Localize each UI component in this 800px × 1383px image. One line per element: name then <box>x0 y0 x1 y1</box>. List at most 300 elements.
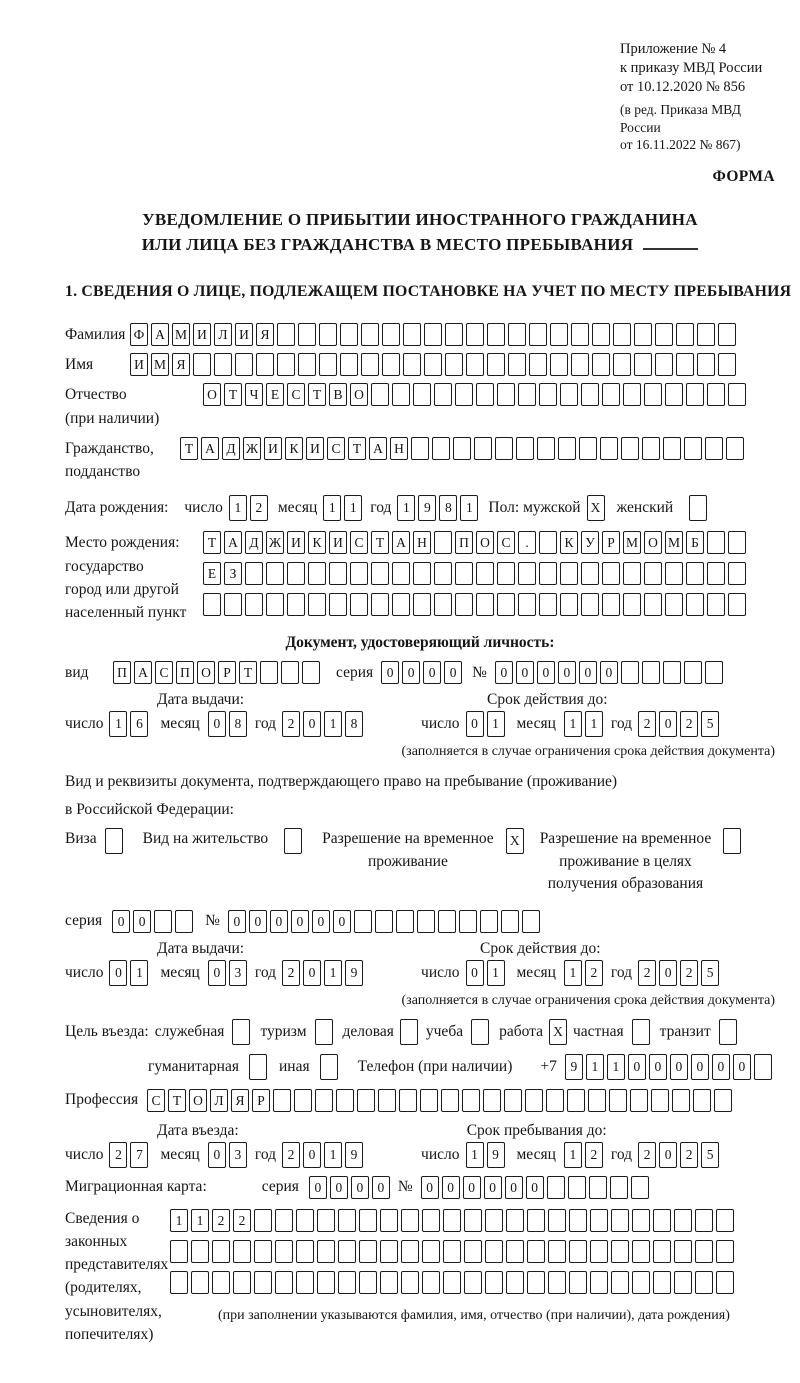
char-cell[interactable] <box>632 1240 650 1263</box>
char-cell[interactable] <box>590 1209 608 1232</box>
char-cell[interactable] <box>294 1089 312 1112</box>
char-cell[interactable] <box>212 1240 230 1263</box>
char-cell[interactable]: 1 <box>586 1054 604 1080</box>
char-cell[interactable]: 0 <box>691 1054 709 1080</box>
char-cell[interactable] <box>754 1054 772 1080</box>
char-cell[interactable] <box>320 1054 338 1080</box>
char-cell[interactable]: 2 <box>638 1142 656 1168</box>
char-cell[interactable] <box>170 1240 188 1263</box>
char-cell[interactable] <box>550 353 568 376</box>
char-cell[interactable] <box>471 1019 489 1045</box>
identity-issue-year-cells[interactable] <box>282 711 363 737</box>
doc-number-cells[interactable] <box>495 661 723 684</box>
residence-number-cells[interactable] <box>228 910 540 933</box>
stay-year-cells[interactable] <box>638 1142 719 1168</box>
char-cell[interactable] <box>504 1089 522 1112</box>
char-cell[interactable] <box>284 828 302 854</box>
char-cell[interactable]: 9 <box>345 1142 363 1168</box>
char-cell[interactable]: 2 <box>250 495 268 521</box>
char-cell[interactable]: Я <box>256 323 274 346</box>
char-cell[interactable]: 1 <box>397 495 415 521</box>
char-cell[interactable] <box>568 1176 586 1199</box>
char-cell[interactable]: А <box>392 531 410 554</box>
char-cell[interactable]: И <box>306 437 324 460</box>
char-cell[interactable] <box>464 1271 482 1294</box>
char-cell[interactable] <box>728 383 746 406</box>
char-cell[interactable]: Ф <box>130 323 148 346</box>
char-cell[interactable]: 0 <box>484 1176 502 1199</box>
purpose-study-checkbox[interactable] <box>471 1019 489 1045</box>
char-cell[interactable] <box>485 1209 503 1232</box>
sex-male-checkbox[interactable] <box>587 495 605 521</box>
char-cell[interactable]: 0 <box>423 661 441 684</box>
char-cell[interactable]: 0 <box>659 960 677 986</box>
char-cell[interactable] <box>338 1209 356 1232</box>
char-cell[interactable] <box>569 1271 587 1294</box>
purpose-humanitarian-checkbox[interactable] <box>249 1054 267 1080</box>
char-cell[interactable] <box>329 562 347 585</box>
char-cell[interactable]: 1 <box>564 1142 582 1168</box>
char-cell[interactable]: 0 <box>270 910 288 933</box>
char-cell[interactable]: 0 <box>133 910 151 933</box>
char-cell[interactable] <box>610 1176 628 1199</box>
char-cell[interactable] <box>579 437 597 460</box>
char-cell[interactable] <box>518 593 536 616</box>
char-cell[interactable] <box>443 1209 461 1232</box>
char-cell[interactable]: 0 <box>228 910 246 933</box>
char-cell[interactable] <box>623 593 641 616</box>
char-cell[interactable] <box>371 562 389 585</box>
char-cell[interactable]: С <box>155 661 173 684</box>
char-cell[interactable] <box>483 1089 501 1112</box>
char-cell[interactable] <box>518 562 536 585</box>
char-cell[interactable]: З <box>224 562 242 585</box>
representatives-cells-row3[interactable] <box>170 1271 734 1294</box>
char-cell[interactable] <box>719 1019 737 1045</box>
char-cell[interactable] <box>588 1089 606 1112</box>
char-cell[interactable] <box>651 1089 669 1112</box>
char-cell[interactable] <box>539 562 557 585</box>
char-cell[interactable] <box>361 353 379 376</box>
char-cell[interactable] <box>631 1176 649 1199</box>
char-cell[interactable]: В <box>329 383 347 406</box>
char-cell[interactable] <box>480 910 498 933</box>
char-cell[interactable] <box>665 562 683 585</box>
char-cell[interactable]: О <box>189 1089 207 1112</box>
char-cell[interactable]: Т <box>239 661 257 684</box>
char-cell[interactable] <box>308 562 326 585</box>
char-cell[interactable]: 7 <box>130 1142 148 1168</box>
char-cell[interactable] <box>525 1089 543 1112</box>
char-cell[interactable] <box>287 593 305 616</box>
char-cell[interactable]: М <box>665 531 683 554</box>
char-cell[interactable]: К <box>308 531 326 554</box>
char-cell[interactable] <box>214 353 232 376</box>
char-cell[interactable] <box>464 1209 482 1232</box>
char-cell[interactable] <box>655 353 673 376</box>
char-cell[interactable]: 5 <box>701 960 719 986</box>
char-cell[interactable] <box>462 1089 480 1112</box>
char-cell[interactable] <box>232 1019 250 1045</box>
char-cell[interactable]: 0 <box>649 1054 667 1080</box>
char-cell[interactable]: 0 <box>558 661 576 684</box>
char-cell[interactable]: 2 <box>282 1142 300 1168</box>
char-cell[interactable]: Л <box>210 1089 228 1112</box>
char-cell[interactable] <box>539 531 557 554</box>
char-cell[interactable]: 1 <box>585 711 603 737</box>
char-cell[interactable]: У <box>581 531 599 554</box>
char-cell[interactable] <box>613 353 631 376</box>
char-cell[interactable] <box>459 910 477 933</box>
char-cell[interactable]: О <box>644 531 662 554</box>
char-cell[interactable]: 0 <box>372 1176 390 1199</box>
char-cell[interactable]: 2 <box>638 960 656 986</box>
char-cell[interactable]: 0 <box>659 711 677 737</box>
identity-issue-month-cells[interactable] <box>208 711 247 737</box>
char-cell[interactable] <box>445 353 463 376</box>
char-cell[interactable] <box>632 1209 650 1232</box>
char-cell[interactable] <box>298 353 316 376</box>
birth-year-cells[interactable] <box>397 495 478 521</box>
char-cell[interactable]: П <box>113 661 131 684</box>
char-cell[interactable] <box>497 383 515 406</box>
purpose-private-checkbox[interactable] <box>632 1019 650 1045</box>
char-cell[interactable] <box>560 593 578 616</box>
birth-place-cells-row2[interactable] <box>203 562 746 585</box>
char-cell[interactable]: 1 <box>229 495 247 521</box>
char-cell[interactable] <box>382 323 400 346</box>
char-cell[interactable] <box>508 323 526 346</box>
char-cell[interactable] <box>567 1089 585 1112</box>
char-cell[interactable]: 0 <box>208 1142 226 1168</box>
representatives-cells-row1[interactable] <box>170 1209 734 1232</box>
char-cell[interactable] <box>547 1176 565 1199</box>
char-cell[interactable] <box>644 562 662 585</box>
char-cell[interactable] <box>359 1209 377 1232</box>
char-cell[interactable] <box>424 353 442 376</box>
entry-year-cells[interactable] <box>282 1142 363 1168</box>
char-cell[interactable]: 9 <box>345 960 363 986</box>
char-cell[interactable] <box>193 353 211 376</box>
char-cell[interactable]: Р <box>602 531 620 554</box>
char-cell[interactable]: О <box>476 531 494 554</box>
char-cell[interactable] <box>644 593 662 616</box>
char-cell[interactable]: Н <box>413 531 431 554</box>
char-cell[interactable]: Я <box>231 1089 249 1112</box>
char-cell[interactable]: М <box>623 531 641 554</box>
purpose-transit-checkbox[interactable] <box>719 1019 737 1045</box>
residence-valid-day-cells[interactable] <box>466 960 505 986</box>
char-cell[interactable]: С <box>350 531 368 554</box>
char-cell[interactable]: 1 <box>170 1209 188 1232</box>
char-cell[interactable] <box>516 437 534 460</box>
char-cell[interactable] <box>632 1271 650 1294</box>
char-cell[interactable]: 1 <box>191 1209 209 1232</box>
char-cell[interactable]: 0 <box>303 960 321 986</box>
char-cell[interactable] <box>623 383 641 406</box>
char-cell[interactable]: И <box>130 353 148 376</box>
char-cell[interactable] <box>581 562 599 585</box>
char-cell[interactable] <box>417 910 435 933</box>
char-cell[interactable]: X <box>506 828 524 854</box>
char-cell[interactable] <box>422 1209 440 1232</box>
char-cell[interactable] <box>665 383 683 406</box>
char-cell[interactable]: . <box>518 531 536 554</box>
residence-issue-year-cells[interactable] <box>282 960 363 986</box>
char-cell[interactable] <box>653 1240 671 1263</box>
char-cell[interactable]: Т <box>308 383 326 406</box>
char-cell[interactable] <box>432 437 450 460</box>
char-cell[interactable] <box>634 353 652 376</box>
char-cell[interactable] <box>634 323 652 346</box>
char-cell[interactable] <box>716 1209 734 1232</box>
char-cell[interactable]: О <box>350 383 368 406</box>
char-cell[interactable] <box>663 437 681 460</box>
char-cell[interactable] <box>518 383 536 406</box>
char-cell[interactable] <box>340 353 358 376</box>
profession-cells[interactable] <box>147 1089 732 1112</box>
char-cell[interactable] <box>726 437 744 460</box>
char-cell[interactable] <box>529 353 547 376</box>
char-cell[interactable] <box>569 1240 587 1263</box>
stay-month-cells[interactable] <box>564 1142 603 1168</box>
char-cell[interactable]: 1 <box>607 1054 625 1080</box>
char-cell[interactable] <box>380 1271 398 1294</box>
char-cell[interactable] <box>424 323 442 346</box>
char-cell[interactable] <box>401 1240 419 1263</box>
char-cell[interactable] <box>728 593 746 616</box>
char-cell[interactable]: 2 <box>212 1209 230 1232</box>
char-cell[interactable] <box>527 1209 545 1232</box>
birth-day-cells[interactable] <box>229 495 268 521</box>
char-cell[interactable]: Ж <box>243 437 261 460</box>
char-cell[interactable] <box>558 437 576 460</box>
char-cell[interactable] <box>403 323 421 346</box>
char-cell[interactable] <box>350 562 368 585</box>
birth-place-cells-row1[interactable] <box>203 531 746 554</box>
char-cell[interactable] <box>548 1271 566 1294</box>
char-cell[interactable] <box>501 910 519 933</box>
char-cell[interactable]: 0 <box>537 661 555 684</box>
char-cell[interactable]: 1 <box>564 711 582 737</box>
char-cell[interactable] <box>487 353 505 376</box>
char-cell[interactable]: 0 <box>444 661 462 684</box>
char-cell[interactable] <box>569 1209 587 1232</box>
char-cell[interactable] <box>723 828 741 854</box>
char-cell[interactable]: 2 <box>282 960 300 986</box>
char-cell[interactable]: Т <box>180 437 198 460</box>
char-cell[interactable]: 0 <box>579 661 597 684</box>
char-cell[interactable] <box>674 1240 692 1263</box>
char-cell[interactable]: 0 <box>442 1176 460 1199</box>
char-cell[interactable] <box>716 1271 734 1294</box>
char-cell[interactable]: 0 <box>402 661 420 684</box>
char-cell[interactable] <box>443 1240 461 1263</box>
char-cell[interactable] <box>707 383 725 406</box>
char-cell[interactable] <box>495 437 513 460</box>
char-cell[interactable]: Ч <box>245 383 263 406</box>
char-cell[interactable] <box>441 1089 459 1112</box>
char-cell[interactable]: 2 <box>638 711 656 737</box>
char-cell[interactable] <box>707 531 725 554</box>
char-cell[interactable]: 0 <box>249 910 267 933</box>
char-cell[interactable]: 5 <box>701 711 719 737</box>
patronymic-cells[interactable] <box>203 383 746 406</box>
purpose-business-checkbox[interactable] <box>400 1019 418 1045</box>
char-cell[interactable] <box>380 1209 398 1232</box>
char-cell[interactable]: О <box>197 661 215 684</box>
char-cell[interactable]: 0 <box>495 661 513 684</box>
char-cell[interactable] <box>718 353 736 376</box>
char-cell[interactable] <box>413 593 431 616</box>
char-cell[interactable] <box>233 1271 251 1294</box>
char-cell[interactable] <box>317 1209 335 1232</box>
char-cell[interactable] <box>401 1271 419 1294</box>
char-cell[interactable] <box>371 593 389 616</box>
char-cell[interactable] <box>245 562 263 585</box>
char-cell[interactable]: 3 <box>229 960 247 986</box>
char-cell[interactable]: 8 <box>439 495 457 521</box>
char-cell[interactable]: 9 <box>487 1142 505 1168</box>
char-cell[interactable] <box>235 353 253 376</box>
char-cell[interactable] <box>728 562 746 585</box>
char-cell[interactable] <box>707 562 725 585</box>
char-cell[interactable] <box>170 1271 188 1294</box>
char-cell[interactable] <box>621 661 639 684</box>
char-cell[interactable] <box>296 1209 314 1232</box>
char-cell[interactable]: Т <box>348 437 366 460</box>
char-cell[interactable]: 0 <box>526 1176 544 1199</box>
char-cell[interactable] <box>728 531 746 554</box>
char-cell[interactable] <box>697 323 715 346</box>
char-cell[interactable] <box>317 1240 335 1263</box>
char-cell[interactable] <box>581 383 599 406</box>
char-cell[interactable] <box>476 383 494 406</box>
char-cell[interactable] <box>539 383 557 406</box>
purpose-work-checkbox[interactable] <box>549 1019 567 1045</box>
char-cell[interactable] <box>336 1089 354 1112</box>
char-cell[interactable]: 2 <box>680 1142 698 1168</box>
char-cell[interactable] <box>254 1209 272 1232</box>
residence-valid-month-cells[interactable] <box>564 960 603 986</box>
char-cell[interactable] <box>571 353 589 376</box>
char-cell[interactable] <box>644 383 662 406</box>
char-cell[interactable] <box>676 353 694 376</box>
char-cell[interactable]: С <box>287 383 305 406</box>
char-cell[interactable] <box>548 1240 566 1263</box>
char-cell[interactable] <box>497 593 515 616</box>
entry-day-cells[interactable] <box>109 1142 148 1168</box>
char-cell[interactable]: 0 <box>112 910 130 933</box>
char-cell[interactable] <box>403 353 421 376</box>
char-cell[interactable]: 0 <box>466 960 484 986</box>
char-cell[interactable] <box>375 910 393 933</box>
char-cell[interactable]: К <box>560 531 578 554</box>
birth-month-cells[interactable] <box>323 495 362 521</box>
char-cell[interactable]: 0 <box>505 1176 523 1199</box>
char-cell[interactable]: Т <box>224 383 242 406</box>
char-cell[interactable]: 9 <box>418 495 436 521</box>
char-cell[interactable]: 1 <box>564 960 582 986</box>
char-cell[interactable] <box>663 661 681 684</box>
char-cell[interactable]: 0 <box>733 1054 751 1080</box>
birth-place-cells-row3[interactable] <box>203 593 746 616</box>
char-cell[interactable] <box>382 353 400 376</box>
char-cell[interactable]: Ж <box>266 531 284 554</box>
char-cell[interactable] <box>506 1209 524 1232</box>
char-cell[interactable] <box>476 593 494 616</box>
char-cell[interactable] <box>287 562 305 585</box>
char-cell[interactable] <box>506 1240 524 1263</box>
char-cell[interactable]: 0 <box>291 910 309 933</box>
char-cell[interactable]: 0 <box>303 711 321 737</box>
char-cell[interactable] <box>411 437 429 460</box>
char-cell[interactable] <box>254 1240 272 1263</box>
char-cell[interactable] <box>175 910 193 933</box>
visa-checkbox[interactable] <box>105 828 123 854</box>
char-cell[interactable]: 1 <box>487 711 505 737</box>
identity-valid-month-cells[interactable] <box>564 711 603 737</box>
char-cell[interactable] <box>684 437 702 460</box>
char-cell[interactable] <box>319 353 337 376</box>
identity-issue-day-cells[interactable] <box>109 711 148 737</box>
migration-number-cells[interactable] <box>421 1176 649 1199</box>
char-cell[interactable] <box>705 437 723 460</box>
char-cell[interactable] <box>350 593 368 616</box>
char-cell[interactable]: 0 <box>109 960 127 986</box>
char-cell[interactable] <box>590 1240 608 1263</box>
char-cell[interactable]: 1 <box>323 495 341 521</box>
char-cell[interactable] <box>630 1089 648 1112</box>
sex-female-checkbox[interactable] <box>689 495 707 521</box>
phone-cells[interactable] <box>565 1054 772 1080</box>
char-cell[interactable]: 0 <box>351 1176 369 1199</box>
char-cell[interactable] <box>277 353 295 376</box>
char-cell[interactable]: Н <box>390 437 408 460</box>
char-cell[interactable] <box>621 437 639 460</box>
char-cell[interactable] <box>315 1019 333 1045</box>
char-cell[interactable] <box>380 1240 398 1263</box>
representatives-cells-row2[interactable] <box>170 1240 734 1263</box>
char-cell[interactable] <box>686 593 704 616</box>
char-cell[interactable] <box>592 353 610 376</box>
char-cell[interactable]: Р <box>218 661 236 684</box>
char-cell[interactable]: 0 <box>303 1142 321 1168</box>
surname-cells[interactable] <box>130 323 736 346</box>
char-cell[interactable]: 1 <box>109 711 127 737</box>
char-cell[interactable] <box>508 353 526 376</box>
char-cell[interactable]: 1 <box>324 711 342 737</box>
char-cell[interactable]: 2 <box>585 1142 603 1168</box>
char-cell[interactable] <box>371 383 389 406</box>
char-cell[interactable] <box>281 661 299 684</box>
char-cell[interactable] <box>392 562 410 585</box>
char-cell[interactable] <box>527 1271 545 1294</box>
char-cell[interactable]: 6 <box>130 711 148 737</box>
char-cell[interactable]: П <box>176 661 194 684</box>
char-cell[interactable]: 0 <box>333 910 351 933</box>
char-cell[interactable]: 2 <box>585 960 603 986</box>
char-cell[interactable] <box>613 323 631 346</box>
char-cell[interactable] <box>203 593 221 616</box>
char-cell[interactable] <box>466 353 484 376</box>
char-cell[interactable]: С <box>327 437 345 460</box>
char-cell[interactable] <box>485 1271 503 1294</box>
char-cell[interactable] <box>693 1089 711 1112</box>
char-cell[interactable] <box>600 437 618 460</box>
char-cell[interactable] <box>434 593 452 616</box>
char-cell[interactable]: 5 <box>701 1142 719 1168</box>
